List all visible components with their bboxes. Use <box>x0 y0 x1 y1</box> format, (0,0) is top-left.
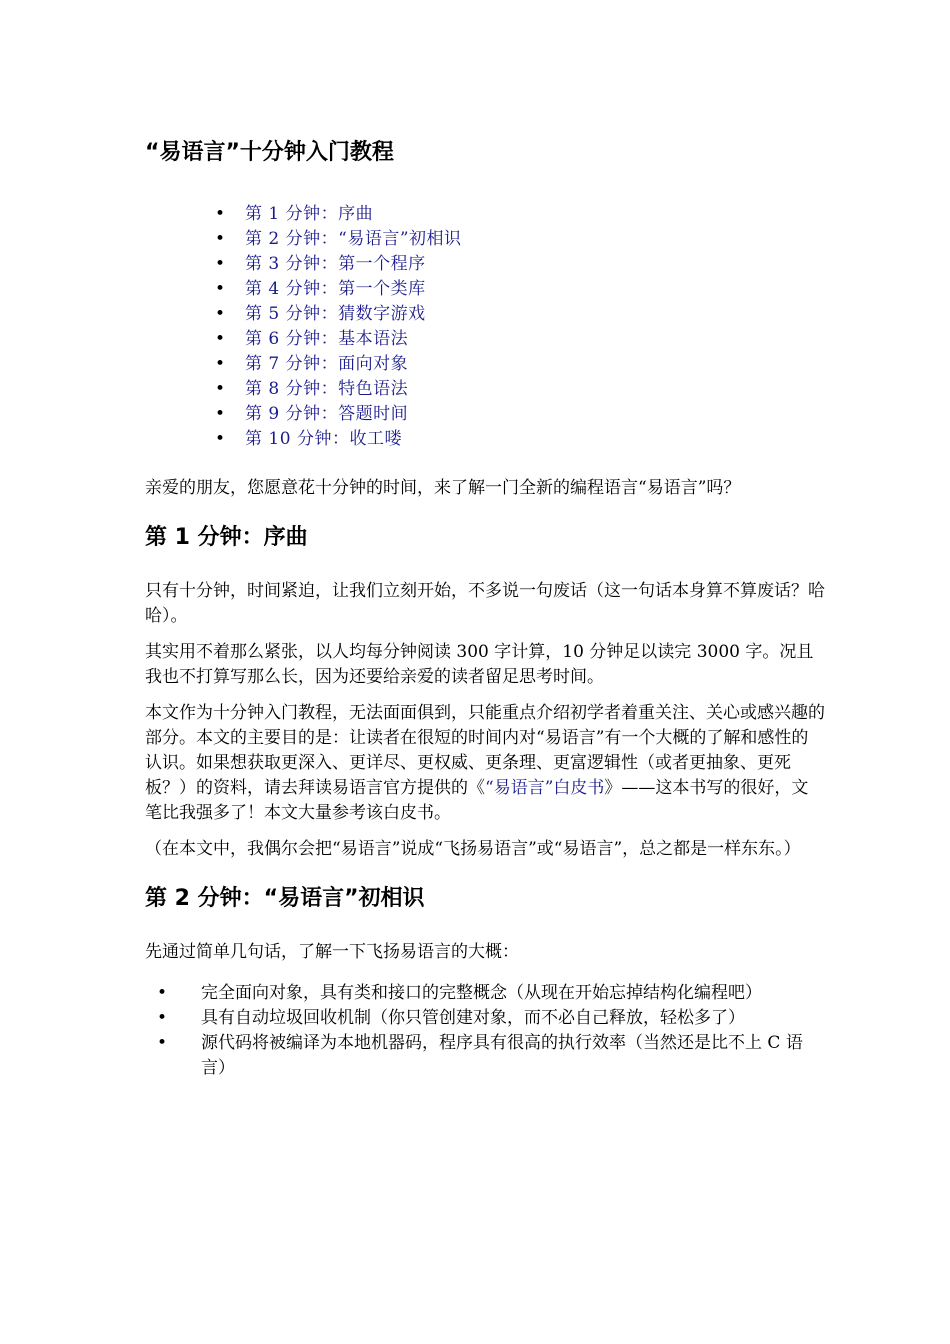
feature-list <box>145 981 825 1081</box>
toc-link-6[interactable]: 第 6 分钟：基本语法 <box>245 329 409 349</box>
intro-paragraph: 亲爱的朋友，您愿意花十分钟的时间，来了解一门全新的编程语言“易语言”吗？ <box>145 478 741 498</box>
paragraph: 其实用不着那么紧张，以人均每分钟阅读 300 字计算，10 分钟足以读完 3000 字。况且我也不打算写那么长，因为还要给亲爱的读者留足思考时间。 <box>145 642 814 687</box>
toc-link-9[interactable]: 第 9 分钟：答题时间 <box>245 404 409 424</box>
list-item-text: 完全面向对象，具有类和接口的完整概念（从现在开始忘掉结构化编程吧） <box>201 983 762 1003</box>
toc-item <box>215 202 825 227</box>
bullet-icon: • <box>215 354 226 374</box>
bullet-icon: • <box>157 1008 168 1028</box>
bullet-icon: • <box>157 983 168 1003</box>
toc-link-2[interactable]: 第 2 分钟：“易语言”初相识 <box>245 229 462 249</box>
toc-item <box>215 227 825 252</box>
bullet-icon: • <box>215 254 226 274</box>
toc-link-10[interactable]: 第 10 分钟：收工喽 <box>245 429 402 449</box>
bullet-icon: • <box>215 429 226 449</box>
paragraph: （在本文中，我偶尔会把“易语言”说成“飞扬易语言”或“易语言”，总之都是一样东东。） <box>145 839 801 859</box>
bullet-icon: • <box>157 1033 168 1053</box>
page-title: “易语言”十分钟入门教程 <box>145 140 394 165</box>
toc-item <box>215 277 825 302</box>
toc-link-4[interactable]: 第 4 分钟：第一个类库 <box>245 279 426 299</box>
list-item <box>145 1031 825 1081</box>
paragraph: 只有十分钟，时间紧迫，让我们立刻开始，不多说一句废话（这一句话本身算不算废话？哈哈）。 <box>145 581 825 626</box>
list-item-text: 源代码将被编译为本地机器码，程序具有很高的执行效率（当然还是比不上 C 语言） <box>201 1033 803 1078</box>
list-item-text: 具有自动垃圾回收机制（你只管创建对象，而不必自己释放，轻松多了） <box>201 1008 745 1028</box>
bullet-icon: • <box>215 204 226 224</box>
toc-link-5[interactable]: 第 5 分钟：猜数字游戏 <box>245 304 426 324</box>
toc-item <box>215 327 825 352</box>
bullet-icon: • <box>215 379 226 399</box>
bullet-icon: • <box>215 304 226 324</box>
toc-link-1[interactable]: 第 1 分钟：序曲 <box>245 204 374 224</box>
table-of-contents <box>145 202 825 452</box>
section-heading-2: 第 2 分钟：“易语言”初相识 <box>145 886 425 911</box>
bullet-icon: • <box>215 279 226 299</box>
toc-item <box>215 302 825 327</box>
paragraph-text: 》——这本书写的很好，文笔比我强多了！本文大量参考该白皮书。 <box>145 778 809 823</box>
toc-link-8[interactable]: 第 8 分钟：特色语法 <box>245 379 409 399</box>
bullet-icon: • <box>215 404 226 424</box>
list-item <box>145 981 825 1006</box>
bullet-icon: • <box>215 229 226 249</box>
paragraph <box>145 701 825 826</box>
toc-item <box>215 252 825 277</box>
list-item <box>145 1006 825 1031</box>
document-page <box>145 128 825 1081</box>
toc-item <box>215 427 825 452</box>
bullet-icon: • <box>215 329 226 349</box>
toc-item <box>215 402 825 427</box>
toc-link-3[interactable]: 第 3 分钟：第一个程序 <box>245 254 426 274</box>
toc-item <box>215 352 825 377</box>
toc-item <box>215 377 825 402</box>
paragraph-text: 本文作为十分钟入门教程，无法面面俱到，只能重点介绍初学者着重关注、关心或感兴趣的部分。本文的主要目的是：让读者在很短的时间内对“易语言”有一个大概的了解和感性的认识。如果想获取更深入、更详尽、更权威、更条理、更富逻辑性（或者更抽象、更死板？）的资料，请去拜读易语言官方提供的《 <box>145 703 825 798</box>
whitepaper-link[interactable]: “易语言”白皮书 <box>485 778 605 798</box>
section-heading-1: 第 1 分钟：序曲 <box>145 525 308 550</box>
paragraph: 先通过简单几句话，了解一下飞扬易语言的大概： <box>145 942 519 962</box>
toc-link-7[interactable]: 第 7 分钟：面向对象 <box>245 354 409 374</box>
